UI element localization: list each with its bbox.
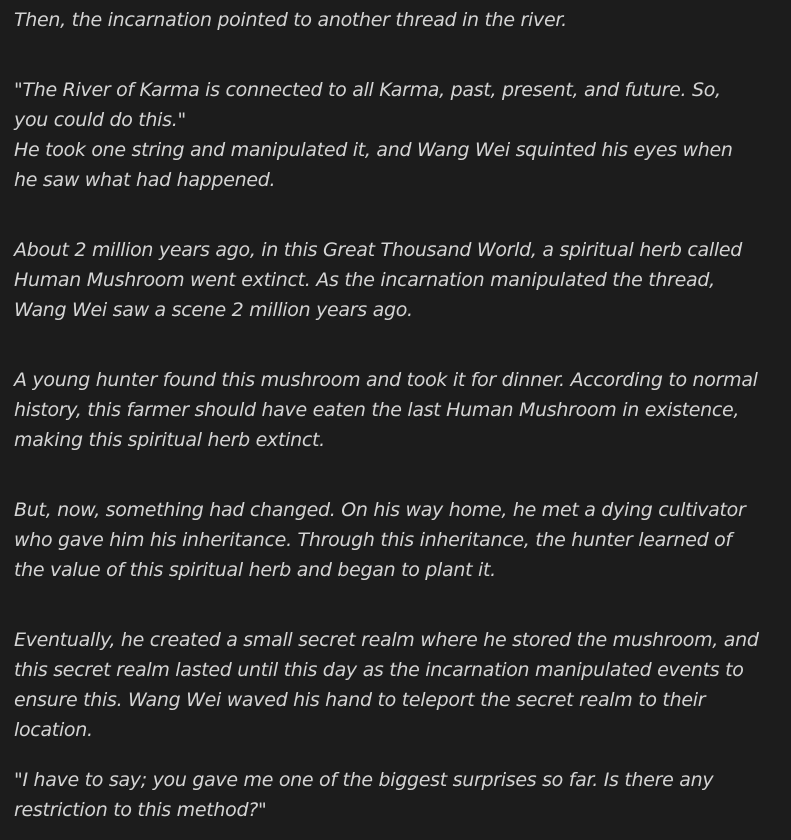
paragraph: But, now, something had changed. On his way home, he met a dying cultivator who gave him his inheritance. Through this inheritance, the hunter learned of the value of this spiritual herb and began to plant it. xyxy=(14,499,746,581)
paragraph: About 2 million years ago, in this Great Thousand World, a spiritual herb called Human Mushroom went extinct. As the incarnation manipulated the thread, Wang Wei saw a scene 2 million years ago. xyxy=(14,239,742,321)
paragraph: "The River of Karma is connected to all Karma, past, present, and future. So, you could do this." xyxy=(14,79,721,131)
paragraph: Then, the incarnation pointed to another thread in the river. xyxy=(14,9,567,31)
paragraph: He took one string and manipulated it, and Wang Wei squinted his eyes when he saw what had happened. xyxy=(14,139,733,191)
paragraph: Eventually, he created a small secret realm where he stored the mushroom, and this secret realm lasted until this day as the incarnation manipulated events to ensure this. Wang Wei waved his hand to teleport the secret realm to their location. xyxy=(14,629,759,741)
paragraph: A young hunter found this mushroom and took it for dinner. According to normal history, this farmer should have eaten the last Human Mushroom in existence, making this spiritual herb extinct. xyxy=(14,369,758,451)
paragraph: "I have to say; you gave me one of the biggest surprises so far. Is there any restriction to this method?" xyxy=(14,769,714,821)
